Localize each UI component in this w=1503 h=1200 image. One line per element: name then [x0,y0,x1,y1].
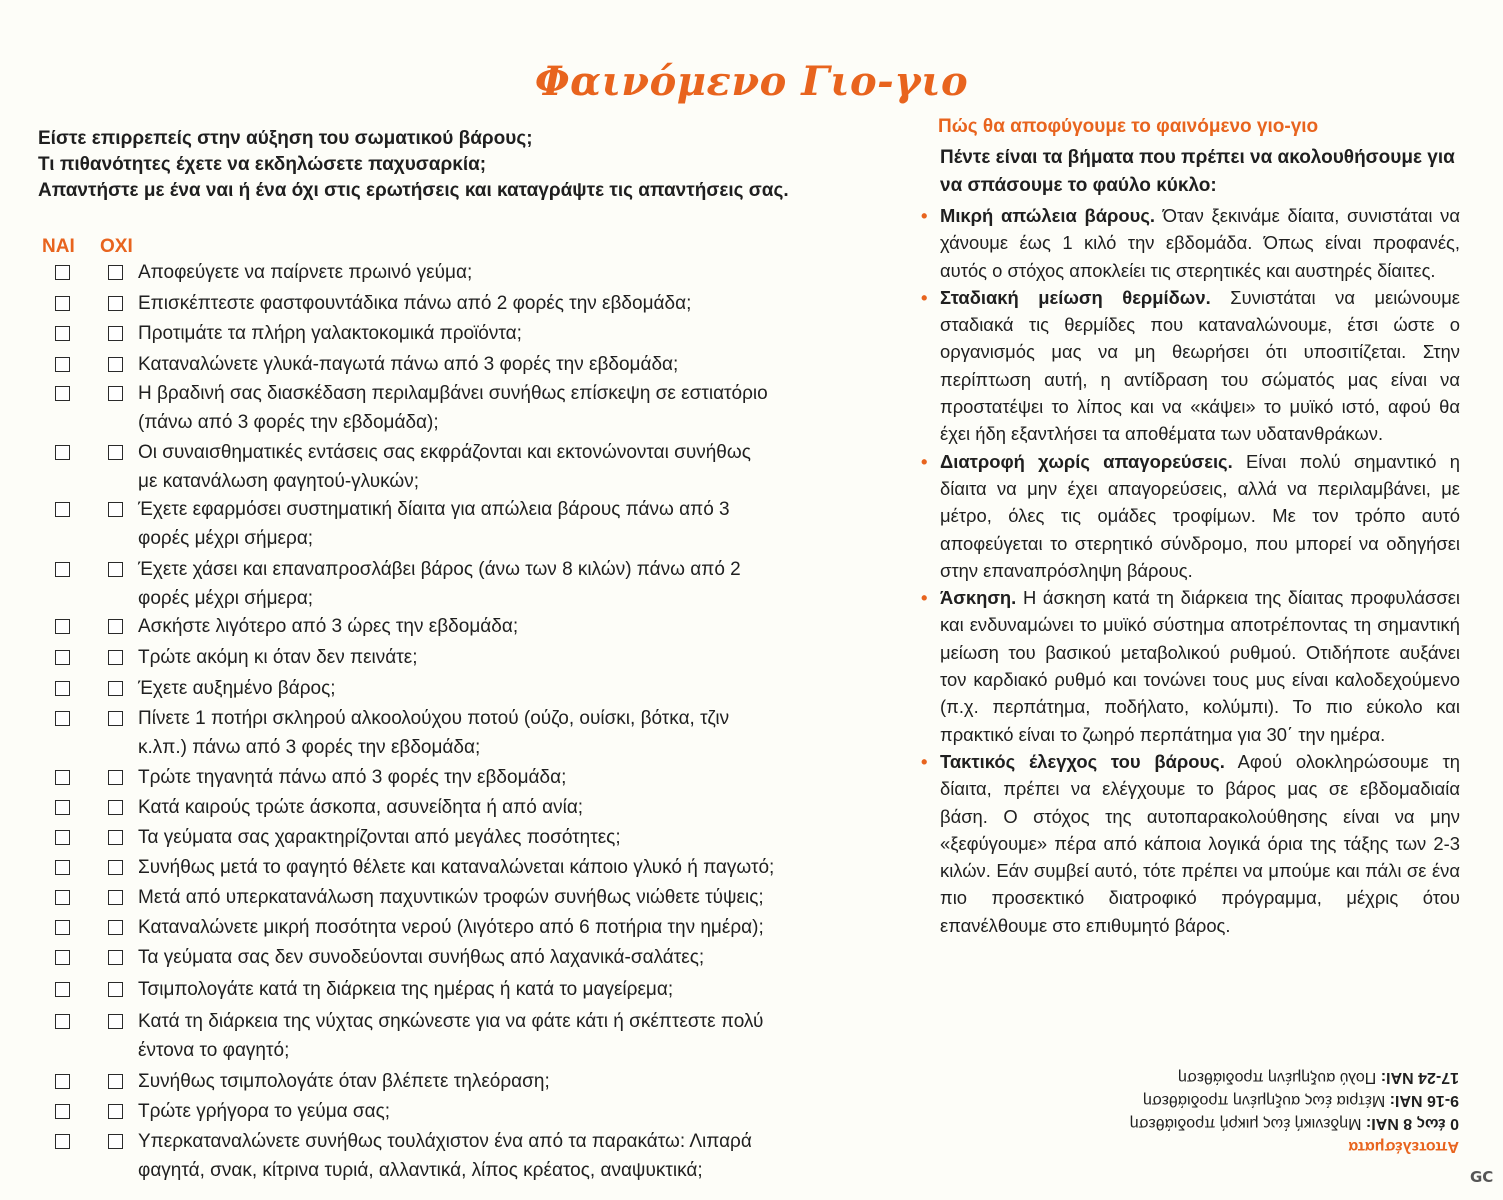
yes-checkbox[interactable] [55,1104,70,1119]
step-title: Διατροφή χωρίς απαγορεύσεις. [940,450,1233,472]
question-text: Συνήθως τσιμπολογάτε όταν βλέπετε τηλεόραση; [138,1071,550,1092]
no-checkbox[interactable] [108,890,123,905]
yes-column-header: ΝΑΙ [42,236,75,257]
yes-checkbox[interactable] [55,445,70,460]
question-text: Καταναλώνετε μικρή ποσότητα νερού (λιγότερο από 6 ποτήρια την ημέρα); [138,917,764,938]
question-text: κ.λπ.) πάνω από 3 φορές την εβδομάδα; [138,737,481,758]
no-checkbox[interactable] [108,619,123,634]
no-checkbox[interactable] [108,860,123,875]
question-text: Η βραδινή σας διασκέδαση περιλαμβάνει συνήθως επίσκεψη σε εστιατόριο [138,383,768,404]
yes-checkbox[interactable] [55,650,70,665]
results-box [1095,1066,1459,1158]
question-text: Τσιμπολογάτε κατά τη διάρκεια της ημέρας ή κατά το μαγείρεμα; [138,979,674,1000]
question-text: Πίνετε 1 ποτήρι σκληρού αλκοολούχου ποτού (ούζο, ουίσκι, βότκα, τζιν [138,708,730,729]
bullet-icon: • [921,450,928,472]
no-checkbox[interactable] [108,357,123,372]
yes-checkbox[interactable] [55,860,70,875]
question-text: Προτιμάτε τα πλήρη γαλακτοκομικά προϊόντα; [138,323,522,344]
no-checkbox[interactable] [108,326,123,341]
question-text: Τα γεύματα σας δεν συνοδεύονται συνήθως από λαχανικά-σαλάτες; [138,947,705,968]
advice-step [920,748,1460,939]
advice-step [920,202,1460,284]
advice-intro: Πέντε είναι τα βήματα που πρέπει να ακολουθήσουμε για να σπάσουμε το φαύλο κύκλο: [940,147,1455,196]
question-text: (πάνω από 3 φορές την εβδομάδα); [138,412,439,433]
yes-checkbox[interactable] [55,920,70,935]
no-checkbox[interactable] [108,1104,123,1119]
question-text: Αποφεύγετε να παίρνετε πρωινό γεύμα; [138,262,473,283]
yes-checkbox[interactable] [55,770,70,785]
step-title: Τακτικός έλεγχος του βάρους. [940,750,1225,772]
results-range: 0 έως 8 ΝΑΙ: [1365,1115,1459,1132]
results-range: 17-24 ΝΑΙ: [1380,1069,1459,1086]
yes-checkbox[interactable] [55,357,70,372]
bullet-icon: • [921,750,928,772]
no-checkbox[interactable] [108,982,123,997]
question-text: Μετά από υπερκατανάλωση παχυντικών τροφών συνήθως νιώθετε τύψεις; [138,887,764,908]
yes-checkbox[interactable] [55,982,70,997]
question-text: Κατά τη διάρκεια της νύχτας σηκώνεστε για να φάτε κάτι ή σκέπτεστε πολύ [138,1011,764,1032]
intro-line: Τι πιθανότητες έχετε να εκδηλώσετε παχυσαρκία; [38,154,487,175]
advice-section [920,116,1460,939]
yes-checkbox[interactable] [55,800,70,815]
question-text: φορές μέχρι σήμερα; [138,588,314,609]
step-text: Όταν ξεκινάμε δίαιτα, συνιστάται να χάνουμε έως 1 κιλό την εβδομάδα. Όπως είναι προφανές, αυτός ο στόχος αποκλείει τις στερητικές και αυστηρές δίαιτες. [940,205,1460,281]
yes-checkbox[interactable] [55,711,70,726]
question-text: φορές μέχρι σήμερα; [138,528,314,549]
step-title: Μικρή απώλεια βάρους. [940,205,1156,226]
no-checkbox[interactable] [108,1134,123,1149]
no-checkbox[interactable] [108,265,123,280]
yes-checkbox[interactable] [55,890,70,905]
results-text: Μηδενική έως μικρή προδιάθεση [1129,1115,1366,1132]
intro-line: Είστε επιρρεπείς στην αύξηση του σωματικού βάρους; [38,128,533,149]
question-text: Τρώτε ακόμη κι όταν δεν πεινάτε; [138,647,418,668]
yes-checkbox[interactable] [55,1014,70,1029]
no-checkbox[interactable] [108,386,123,401]
no-checkbox[interactable] [108,1074,123,1089]
question-text: Έχετε εφαρμόσει συστηματική δίαιτα για απώλεια βάρους πάνω από 3 [138,499,730,520]
step-text: Συνιστάται να μειώνουμε σταδιακά τις θερμίδες που καταναλώνουμε, έτσι ώστε ο οργανισμός μας να μη θεωρήσει ότι υποσιτίζεται. Στην περίπτωση αυτή, η αντίδραση του σώματός μας είναι να προστατέψει το λίπος και να «κάψει» το μυϊκό ιστό, αφού θα έχει ήδη εξαντλήσει τα αποθέματα των υδατανθράκων. [940,286,1460,445]
no-checkbox[interactable] [108,950,123,965]
yes-checkbox[interactable] [55,296,70,311]
yes-checkbox[interactable] [55,562,70,577]
advice-steps [920,202,1460,939]
question-text: Κατά καιρούς τρώτε άσκοπα, ασυνείδητα ή από ανία; [138,797,584,818]
no-checkbox[interactable] [108,650,123,665]
question-text: Έχετε αυξημένο βάρος; [138,678,336,699]
question-text: Τρώτε γρήγορα το γεύμα σας; [138,1101,391,1122]
no-checkbox[interactable] [108,830,123,845]
no-checkbox[interactable] [108,502,123,517]
results-row [1095,1112,1459,1135]
step-title: Άσκηση. [940,587,1017,609]
intro-text [38,126,898,204]
yes-checkbox[interactable] [55,681,70,696]
yes-checkbox[interactable] [55,830,70,845]
question-text: Υπερκαταναλώνετε συνήθως τουλάχιστον ένα από τα παρακάτω: Λιπαρά [138,1131,752,1152]
question-text: Καταναλώνετε γλυκά-παγωτά πάνω από 3 φορές την εβδομάδα; [138,354,679,375]
no-checkbox[interactable] [108,681,123,696]
no-checkbox[interactable] [108,711,123,726]
results-row [1095,1089,1459,1112]
question-text: Έχετε χάσει και επαναπροσλάβει βάρος (άνω των 8 κιλών) πάνω από 2 [138,559,741,580]
yes-checkbox[interactable] [55,619,70,634]
no-checkbox[interactable] [108,445,123,460]
no-checkbox[interactable] [108,770,123,785]
no-checkbox[interactable] [108,296,123,311]
yes-checkbox[interactable] [55,502,70,517]
advice-step [920,584,1460,748]
no-checkbox[interactable] [108,1014,123,1029]
step-text: Είναι πολύ σημαντικό η δίαιτα να μην έχει απαγορεύσεις, αλλά να περιλαμβάνει, με μέτρο, όλες τις ομάδες τροφίμων. Με τον τρόπο αυτό αποφεύγεται το στερητικό σύνδρομο, που μπορεί να οδηγήσει στην επαναπρόσληψη βάρους. [940,450,1461,581]
step-text: Η άσκηση κατά τη διάρκεια της δίαιτας προφυλάσσει και ενδυναμώνει το μυϊκό σύστημα αποτρέποντας τη σημαντική μείωση του βασικού μεταβολικού ρυθμού. Οτιδήποτε αυξάνει τον καρδιακό ρυθμό και τονώνει τους μυς είναι καλοδεχούμενο (π.χ. περπάτημα, ποδήλατο, κολύμπι). Το πιο εύκολο και πρακτικό είναι το ζωηρό περπάτημα για 30΄ την ημέρα. [940,587,1460,745]
no-checkbox[interactable] [108,920,123,935]
results-row [1095,1066,1459,1089]
advice-heading: Πώς θα αποφύγουμε το φαινόμενο γιο-γιο [938,116,1319,137]
bullet-icon: • [921,286,928,308]
bullet-icon: • [921,205,928,226]
no-column-header: ΟΧΙ [100,236,133,257]
yes-checkbox[interactable] [55,326,70,341]
intro-line: Απαντήστε με ένα ναι ή ένα όχι στις ερωτήσεις και καταγράψτε τις απαντήσεις σας. [38,180,789,201]
step-title: Σταδιακή μείωση θερμίδων. [940,286,1211,308]
step-text: Αφού ολοκληρώσουμε τη δίαιτα, πρέπει να ελέγχουμε το βάρος μας σε εβδομαδιαία βάση. Ο στόχος της αυτοπαρακολούθησης είναι να μην «ξεφύγουμε» πέρα από κάποια λογικά όρια της τάξης των 2-3 κιλών. Εάν συμβεί αυτό, τότε πρέπει να μπούμε και πάλι σε ένα πιο προσεκτικό διατροφικό πρόγραμμα, μέχρις ότου επανέλθουμε στο επιθυμητό βάρος. [940,750,1460,936]
no-checkbox[interactable] [108,562,123,577]
yes-checkbox[interactable] [55,1134,70,1149]
logo: GC [1470,1168,1494,1186]
bullet-icon: • [921,587,928,609]
results-text: Μέτρια έως αυξημένη προδιάθεση [1142,1092,1390,1109]
page-title: Φαινόμενο Γιο-γιο [534,58,969,105]
yes-checkbox[interactable] [55,386,70,401]
question-text: Επισκέπτεστε φαστφουντάδικα πάνω από 2 φορές την εβδομάδα; [138,293,692,314]
results-heading: Αποτελέσματα [1348,1138,1459,1155]
question-text: Ασκήστε λιγότερο από 3 ώρες την εβδομάδα; [138,616,519,637]
advice-step [920,284,1460,448]
question-text: Τα γεύματα σας χαρακτηρίζονται από μεγάλες ποσότητες; [138,827,621,848]
question-text: έντονα το φαγητό; [138,1040,290,1061]
yes-checkbox[interactable] [55,950,70,965]
question-text: με κατανάλωση φαγητού-γλυκών; [138,471,419,492]
question-text: Τρώτε τηγανητά πάνω από 3 φορές την εβδομάδα; [138,767,567,788]
results-text: Πολύ αυξημένη προδιάθεση [1178,1069,1381,1086]
question-text: Συνήθως μετά το φαγητό θέλετε και καταναλώνεται κάποιο γλυκό ή παγωτό; [138,857,775,878]
results-range: 9-16 ΝΑΙ: [1389,1092,1459,1109]
no-checkbox[interactable] [108,800,123,815]
question-text: φαγητά, σνακ, κίτρινα τυριά, αλλαντικά, λίπος κρέατος, αναψυκτικά; [138,1160,703,1181]
advice-step [920,448,1460,584]
yes-checkbox[interactable] [55,265,70,280]
yes-checkbox[interactable] [55,1074,70,1089]
question-text: Οι συναισθηματικές εντάσεις σας εκφράζονται και εκτονώνονται συνήθως [138,442,751,463]
